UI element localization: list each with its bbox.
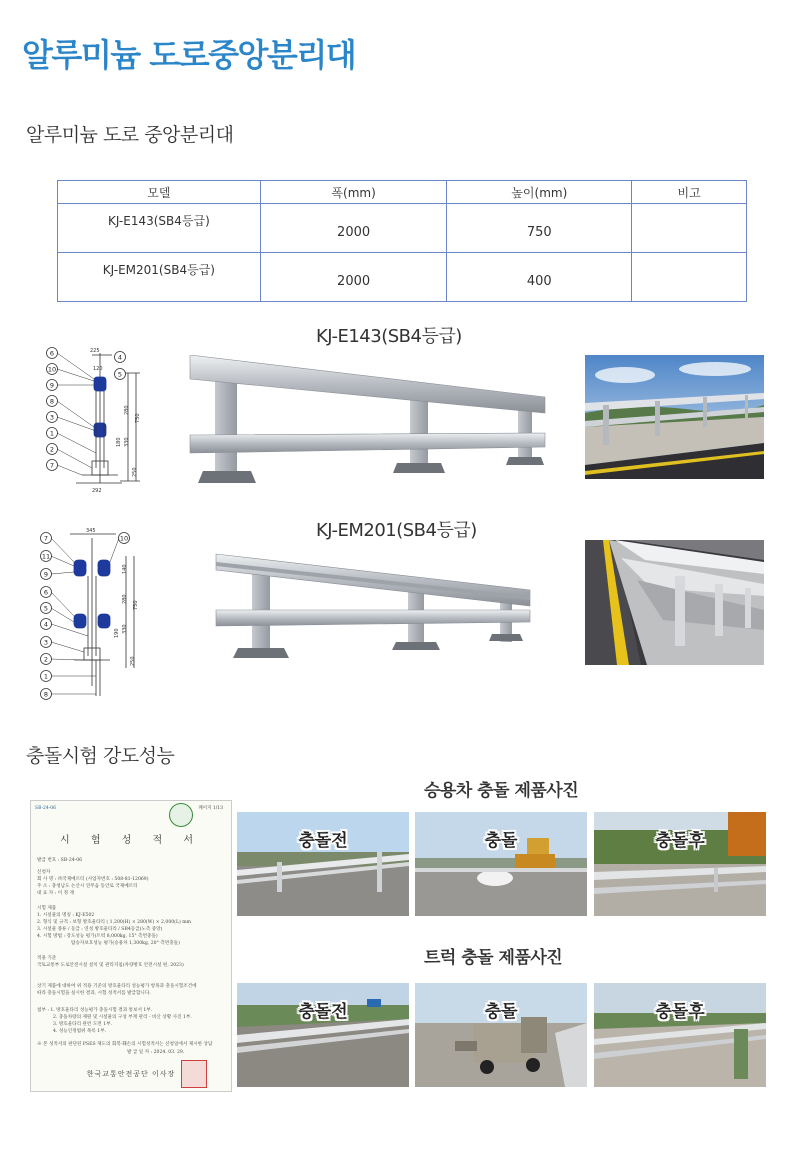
callout [41,654,52,665]
certificate-line: 상기 제품에 대하여 위 적용 기준의 방호울타리 성능평가 항목과 충돌시험조건에 [37,984,197,989]
dim-label: 345 [86,528,96,534]
svg-text:2: 2 [43,655,49,664]
crash-photo [415,812,587,916]
callout [47,396,58,407]
dim-label: 225 [90,348,100,354]
certificate-line: 주 소 : 충청남도 논산시 연무읍 동안로 국제메르티 [37,884,138,889]
dim-label: 190 [114,628,120,638]
product-photo-em201 [585,540,764,665]
callout [41,533,52,544]
dim-label: 330 [122,624,128,634]
truck-crash-title: 트럭 충돌 제품사진 [424,948,563,968]
svg-text:9: 9 [49,381,55,390]
svg-text:10: 10 [47,365,57,374]
crash-photo [415,983,587,1087]
certificate-line: 첨부 : 1. 방호울타리 성능평가 충돌시험 결과 통보서 1부. [37,1008,153,1013]
certificate-line: 4. 시험 방법 : 강도성능 평가(트럭 8,000kg, 15° 측면충돌) [37,934,158,939]
svg-text:7: 7 [43,534,49,543]
dim-label: 120 [93,366,103,372]
product-render-e143 [185,355,555,495]
dim-label: 180 [116,437,122,447]
callout [41,569,52,580]
certificate-line: 회 사 명 : ㈜국제메르티 (사업자번호 : 508-81-12069) [37,877,149,882]
callout [115,369,126,380]
certificate-line: ※ 본 성적서의 판단된 PSES 제도의 회복·훼손의 시험성적서는 신청일에서 제시한 상담 [37,1042,213,1047]
section-title-crash-test: 충돌시험 강도성능 [26,745,175,767]
svg-text:5: 5 [117,370,123,379]
spec-table [57,180,747,302]
height-cell: 400 [447,253,632,302]
certificate-line: 탑승자보호성능 평가(승용차 1,300kg, 20° 측면충돌) [71,941,180,946]
dim-label: 280 [124,405,130,415]
certificate-line: 발 급 일 자 : 2024. 03. 29. [127,1050,185,1055]
certificate-page: 페이지 1/13 [198,806,223,811]
certificate-line: 따라 충돌시험을 실시한 결과, 시험 성적서를 발급합니다. [37,991,151,996]
seal-stamp [181,1060,207,1088]
dim-label: 140 [122,564,128,574]
dim-label: 292 [92,488,102,494]
table-header-row [58,181,747,204]
svg-text:3: 3 [49,413,55,422]
certificate-line: 시험 제품 [37,906,57,911]
certificate-line: 3. 시설물 종류 / 등급 : 연성 방호울타리 / SB4등급(노측 중앙) [37,927,163,932]
svg-text:4: 4 [43,620,49,629]
certificate-line: 2. 형식 및 규격 : 보형 방호울타리 ( 1,200(H) × 280(W) × 2,000(L) mm [37,920,191,925]
test-certificate [30,800,232,1092]
product-title-e143: KJ-E143(SB4등급) [316,326,462,347]
certificate-issuer: 한국교통안전공단 이사장 [86,1070,176,1078]
callout [47,348,58,359]
callout [41,551,52,562]
svg-text:1: 1 [43,672,49,681]
svg-text:8: 8 [43,690,49,699]
callout [47,364,58,375]
crash-photo [594,983,766,1087]
certificate-line: 3. 방호울타리 관련 도면 1부. [53,1022,112,1027]
table-row [58,253,747,302]
note-cell [632,253,747,302]
crash-stage-label: 충돌 [484,1002,518,1022]
callout [47,412,58,423]
crash-stage-label: 충돌전 [298,1002,348,1022]
page-title: 알루미늄 도로중앙분리대 [22,36,356,74]
svg-text:6: 6 [43,588,49,597]
callout [47,380,58,391]
callout [119,533,130,544]
callout [47,428,58,439]
dim-label: 750 [133,600,139,610]
crash-photo [237,812,409,916]
callout [115,352,126,363]
column-header: 모델 [58,181,261,204]
product-render-em201 [210,548,540,664]
crash-photo [237,983,409,1087]
column-header: 폭(mm) [260,181,447,204]
certificate-line: 국토교통부 도로안전시설 설치 및 관리지침(차량방호 안전시설 편, 2023) [37,963,184,968]
table-row [58,204,747,253]
model-cell: KJ-EM201(SB4등급) [58,253,261,302]
product-photo-e143 [585,355,764,479]
certificate-line: 발급 번호 : SB-24-06 [37,858,83,863]
svg-text:9: 9 [43,570,49,579]
svg-text:11: 11 [41,552,51,561]
svg-text:8: 8 [49,397,55,406]
technical-drawing-em201 [34,526,150,706]
width-cell: 2000 [260,253,447,302]
crash-stage-label: 충돌후 [655,831,705,851]
note-cell [632,204,747,253]
model-cell: KJ-E143(SB4등급) [58,204,261,253]
dim-label: 250 [132,467,138,477]
callout [41,619,52,630]
svg-text:2: 2 [49,445,55,454]
svg-text:6: 6 [49,349,55,358]
width-cell: 2000 [260,204,447,253]
callout [41,603,52,614]
dim-label: 750 [135,413,141,423]
callout [41,689,52,700]
product-title-em201: KJ-EM201(SB4등급) [316,520,477,541]
svg-text:10: 10 [119,534,129,543]
height-cell: 750 [447,204,632,253]
certificate-line: 적용 기준 [37,956,57,961]
certificate-line: 신청자 [37,870,51,875]
section-title-spec: 알루미늄 도로 중앙분리대 [26,124,234,146]
dim-label: 330 [124,437,130,447]
callout [47,444,58,455]
emblem-icon [169,803,193,827]
svg-text:1: 1 [49,429,55,438]
certificate-title: 시 험 성 적 서 [59,835,202,846]
callout [41,587,52,598]
svg-text:5: 5 [43,604,49,613]
certificate-line: 2. 충돌차량의 제원 및 시설물의 구성 부재 관리 - 비산 상황 사진 1부. [53,1015,192,1020]
callout [41,671,52,682]
technical-drawing-e143 [36,343,152,495]
callout [47,460,58,471]
svg-text:4: 4 [117,353,123,362]
column-header: 높이(mm) [447,181,632,204]
callout [41,637,52,648]
certificate-code: SB-24-06 [35,806,56,811]
crash-stage-label: 충돌전 [298,831,348,851]
certificate-line: 1. 시설물의 명칭 : KJ-E502 [37,913,95,918]
svg-text:7: 7 [49,461,55,470]
car-crash-title: 승용차 충돌 제품사진 [424,781,579,801]
certificate-line: 4. 성능인정범위 목록 1부. [53,1029,107,1034]
svg-text:3: 3 [43,638,49,647]
certificate-line: 대 표 자 : 이 정 재 [37,891,74,896]
crash-photo [594,812,766,916]
crash-stage-label: 충돌후 [655,1002,705,1022]
dim-label: 280 [122,594,128,604]
dim-label: 250 [130,656,136,666]
crash-stage-label: 충돌 [484,831,518,851]
column-header: 비고 [632,181,747,204]
